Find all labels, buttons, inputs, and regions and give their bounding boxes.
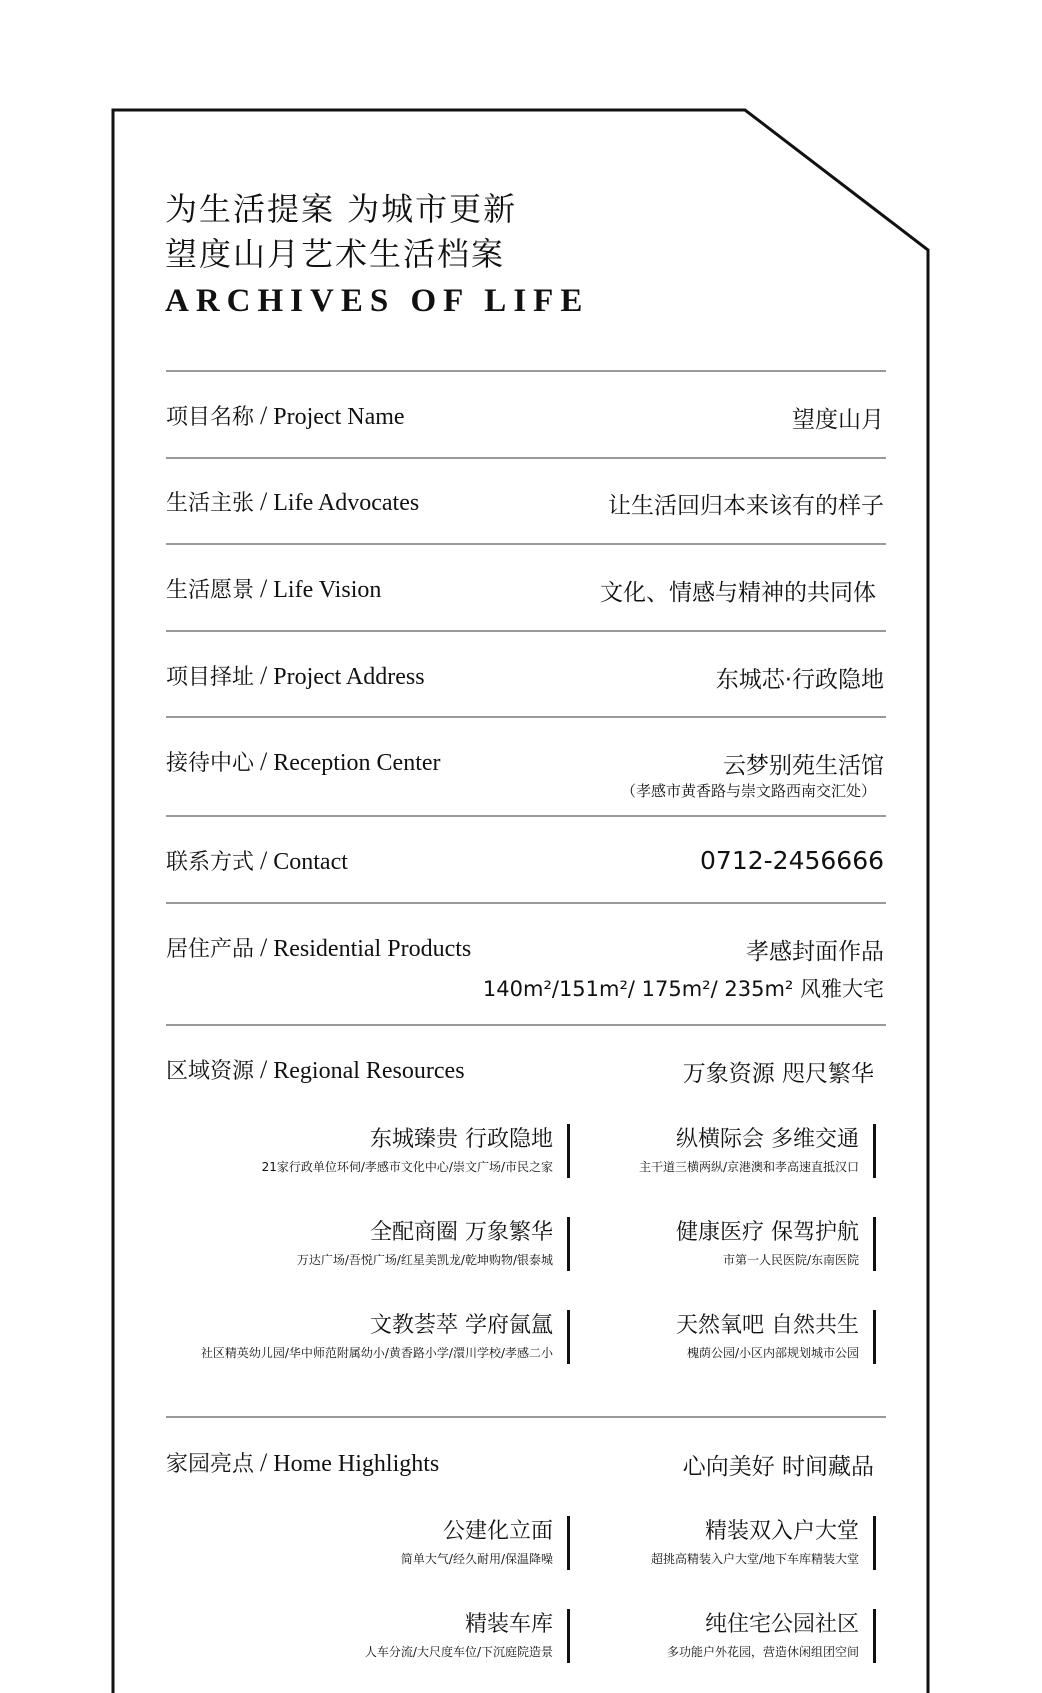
row-value-home-highlights: 心向美好 时间藏品	[682, 1454, 874, 1480]
home-item: 纯住宅公园社区 多功能户外花园，营造休闲组团空间	[667, 1609, 876, 1663]
row-value-regional-resources: 万象资源 咫尺繁华	[682, 1061, 874, 1087]
divider	[166, 1024, 886, 1026]
row-label-life-vision: 生活愿景 / Life Vision	[166, 574, 382, 603]
header-line-1: 为生活提案 为城市更新	[165, 190, 518, 228]
row-value-project-name: 望度山月	[792, 407, 884, 433]
home-item: 精装车库 人车分流/大尺度车位/下沉庭院造景	[365, 1609, 570, 1663]
regional-item: 天然氧吧 自然共生 槐荫公园/小区内部规划城市公园	[676, 1310, 876, 1364]
row-value-project-address: 东城芯·行政隐地	[715, 667, 884, 693]
regional-item: 文教荟萃 学府氤氲 社区精英幼儿园/华中师范附属幼小/黄香路小学/澴川学校/孝感二小	[201, 1310, 570, 1364]
row-value-reception-center: 云梦别苑生活馆	[723, 753, 884, 779]
row-label-home-highlights: 家园亮点 / Home Highlights	[166, 1448, 440, 1477]
row-sub-reception-address: （孝感市黄香路与崇文路西南交汇处）	[620, 782, 876, 800]
row-label-regional-resources: 区域资源 / Regional Resources	[166, 1055, 465, 1084]
regional-item: 纵横际会 多维交通 主干道三横两纵/京港澳和孝高速直抵汉口	[639, 1124, 876, 1178]
divider	[166, 1416, 886, 1418]
header-line-2: 望度山月艺术生活档案	[165, 235, 506, 273]
divider	[166, 370, 886, 372]
divider	[166, 716, 886, 718]
row-label-life-advocates: 生活主张 / Life Advocates	[166, 487, 420, 516]
home-item: 公建化立面 简单大气/经久耐用/保温降噪	[401, 1516, 570, 1570]
row-label-contact: 联系方式 / Contact	[166, 846, 348, 875]
regional-item: 健康医疗 保驾护航 市第一人民医院/东南医院	[676, 1217, 876, 1271]
divider	[166, 543, 886, 545]
header-line-3: ARCHIVES OF LIFE	[165, 283, 590, 319]
home-item: 精装双入户大堂 超挑高精装入户大堂/地下车库精装大堂	[651, 1516, 876, 1570]
row-value-life-vision: 文化、情感与精神的共同体	[600, 580, 876, 606]
regional-item: 全配商圈 万象繁华 万达广场/吾悦广场/红星美凯龙/乾坤购物/银泰城	[297, 1217, 570, 1271]
row-label-residential-products: 居住产品 / Residential Products	[166, 933, 472, 962]
row-label-project-name: 项目名称 / Project Name	[166, 401, 405, 430]
regional-item: 东城臻贵 行政隐地 21家行政单位环伺/孝感市文化中心/崇文广场/市民之家	[262, 1124, 570, 1178]
row-label-project-address: 项目择址 / Project Address	[166, 661, 425, 690]
divider	[166, 630, 886, 632]
row-value-residential-products: 孝感封面作品	[746, 939, 884, 965]
divider	[166, 457, 886, 459]
divider	[166, 902, 886, 904]
row-value-contact: 0712-2456666	[700, 846, 884, 875]
row-label-reception-center: 接待中心 / Reception Center	[166, 747, 441, 776]
row-sub-residential-sizes: 140m²/151m²/ 175m²/ 235m² 风雅大宅	[482, 977, 884, 1001]
divider	[166, 815, 886, 817]
row-value-life-advocates: 让生活回归本来该有的样子	[608, 493, 884, 519]
